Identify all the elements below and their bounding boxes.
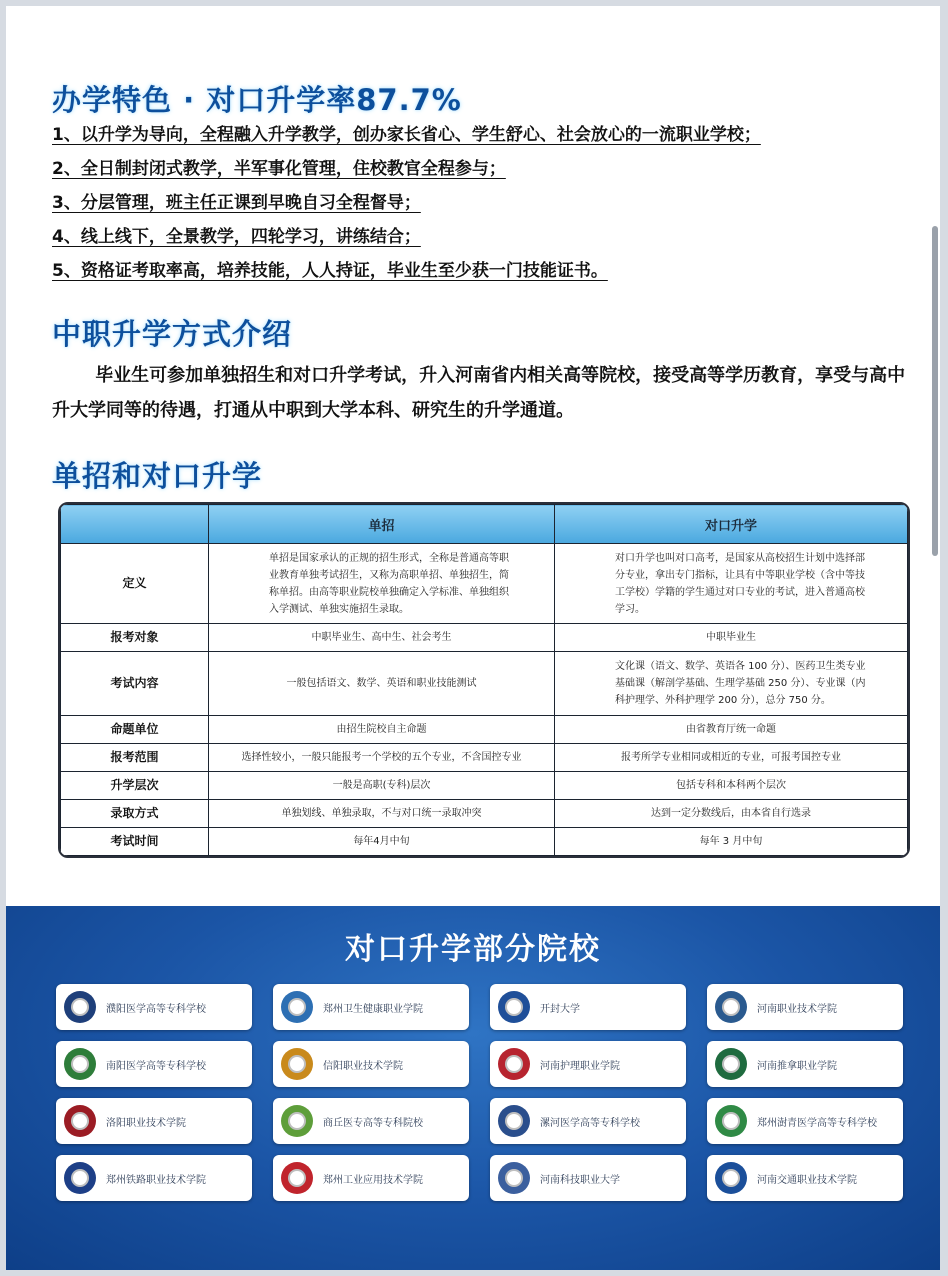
school-emblem-icon <box>281 1048 313 1080</box>
school-emblem-icon <box>498 991 530 1023</box>
cell-danzhao: 一般是高职(专科)层次 <box>209 772 555 800</box>
school-card[interactable] <box>56 1155 252 1201</box>
cell-danzhao: 单独划线、单独录取，不与对口统一录取冲突 <box>209 800 555 828</box>
school-emblem-icon <box>281 991 313 1023</box>
row-label: 录取方式 <box>61 800 209 828</box>
row-label: 命题单位 <box>61 716 209 744</box>
school-name: 漯河医学高等专科学校 <box>540 1117 640 1129</box>
header-duikou: 对口升学 <box>555 505 908 544</box>
cell-danzhao: 由招生院校自主命题 <box>209 716 555 744</box>
school-card[interactable] <box>490 1098 686 1144</box>
table-row <box>61 744 908 772</box>
cell-duikou: 文化课（语文、数学、英语各 100 分）、医药卫生类专业基础课（解剖学基础、生理学基础 250 分）、专业课（内科护理学、外科护理学 200 分），总分 750 分。 <box>555 652 908 716</box>
list-item: 1、以升学为导向，全程融入升学教学，创办家长省心、学生舒心、社会放心的一流职业学校； <box>52 125 761 145</box>
school-name: 郑州工业应用技术学院 <box>323 1174 423 1186</box>
school-card[interactable] <box>490 1041 686 1087</box>
school-emblem-icon <box>715 1105 747 1137</box>
row-label: 考试内容 <box>61 652 209 716</box>
table-row <box>61 772 908 800</box>
cell-danzhao: 每年4月中旬 <box>209 828 555 856</box>
school-card[interactable] <box>707 1041 903 1087</box>
table-row <box>61 624 908 652</box>
cell-duikou: 由省教育厅统一命题 <box>555 716 908 744</box>
school-emblem-icon <box>715 1162 747 1194</box>
school-emblem-icon <box>281 1105 313 1137</box>
school-emblem-icon <box>498 1162 530 1194</box>
school-name: 河南科技职业大学 <box>540 1174 620 1186</box>
school-card[interactable] <box>273 1155 469 1201</box>
pathway-paragraph: 毕业生可参加单独招生和对口升学考试，升入河南省内相关高等院校，接受高等学历教育，享受与高中升大学同等的待遇，打通从中职到大学本科、研究生的升学通道。 <box>52 365 906 421</box>
school-emblem-icon <box>498 1048 530 1080</box>
row-label: 报考对象 <box>61 624 209 652</box>
school-card[interactable] <box>273 984 469 1030</box>
features-heading: 办学特色 · 对口升学率87.7% <box>52 83 462 117</box>
brochure-page <box>6 6 940 1270</box>
list-item: 5、资格证考取率高，培养技能，人人持证，毕业生至少获一门技能证书。 <box>52 261 608 281</box>
school-grid <box>56 984 902 1201</box>
table-row <box>61 716 908 744</box>
school-name: 郑州卫生健康职业学院 <box>323 1003 423 1015</box>
cell-danzhao: 选择性较小，一般只能报考一个学校的五个专业，不含国控专业 <box>209 744 555 772</box>
scrollbar[interactable] <box>932 226 938 556</box>
comparison-heading: 单招和对口升学 <box>52 459 263 493</box>
school-name: 河南推拿职业学院 <box>757 1060 837 1072</box>
table-row <box>61 544 908 624</box>
table-row <box>61 828 908 856</box>
schools-heading: 对口升学部分院校 <box>345 932 601 967</box>
school-emblem-icon <box>64 991 96 1023</box>
table-row <box>61 800 908 828</box>
school-card[interactable] <box>707 984 903 1030</box>
school-card[interactable] <box>56 1098 252 1144</box>
school-name: 开封大学 <box>540 1003 580 1015</box>
school-card[interactable] <box>56 984 252 1030</box>
cell-duikou: 报考所学专业相同或相近的专业，可报考国控专业 <box>555 744 908 772</box>
row-label: 报考范围 <box>61 744 209 772</box>
school-card[interactable] <box>490 984 686 1030</box>
school-name: 郑州澍青医学高等专科学校 <box>757 1117 877 1129</box>
features-list <box>52 118 761 288</box>
school-emblem-icon <box>715 991 747 1023</box>
school-name: 郑州铁路职业技术学院 <box>106 1174 206 1186</box>
cell-duikou: 中职毕业生 <box>555 624 908 652</box>
cell-duikou: 对口升学也叫对口高考，是国家从高校招生计划中选择部分专业，拿出专门指标，让具有中等职业学校（含中等技工学校）学籍的学生通过对口专业的考试，进入普通高校学习。 <box>555 544 908 624</box>
cell-duikou: 包括专科和本科两个层次 <box>555 772 908 800</box>
school-name: 河南护理职业学院 <box>540 1060 620 1072</box>
school-card[interactable] <box>707 1155 903 1201</box>
school-name: 河南职业技术学院 <box>757 1003 837 1015</box>
school-emblem-icon <box>64 1105 96 1137</box>
school-name: 河南交通职业技术学院 <box>757 1174 857 1186</box>
cell-danzhao: 一般包括语文、数学、英语和职业技能测试 <box>209 652 555 716</box>
table-row <box>61 652 908 716</box>
school-card[interactable] <box>707 1098 903 1144</box>
school-emblem-icon <box>281 1162 313 1194</box>
school-card[interactable] <box>273 1098 469 1144</box>
school-name: 商丘医专高等专科院校 <box>323 1117 423 1129</box>
school-name: 洛阳职业技术学院 <box>106 1117 186 1129</box>
comparison-table <box>58 502 910 858</box>
header-danzhao: 单招 <box>209 505 555 544</box>
list-item: 2、全日制封闭式教学，半军事化管理，住校教官全程参与； <box>52 159 506 179</box>
table-header-row <box>61 505 908 544</box>
header-blank <box>61 505 209 544</box>
cell-duikou: 每年 3 月中旬 <box>555 828 908 856</box>
school-card[interactable] <box>56 1041 252 1087</box>
school-emblem-icon <box>64 1162 96 1194</box>
cell-danzhao: 中职毕业生、高中生、社会考生 <box>209 624 555 652</box>
school-name: 濮阳医学高等专科学校 <box>106 1003 206 1015</box>
row-label: 考试时间 <box>61 828 209 856</box>
school-emblem-icon <box>64 1048 96 1080</box>
school-card[interactable] <box>490 1155 686 1201</box>
school-emblem-icon <box>715 1048 747 1080</box>
row-label: 升学层次 <box>61 772 209 800</box>
school-emblem-icon <box>498 1105 530 1137</box>
pathway-heading: 中职升学方式介绍 <box>52 317 293 351</box>
list-item: 3、分层管理，班主任正课到早晚自习全程督导； <box>52 193 421 213</box>
row-label: 定义 <box>61 544 209 624</box>
school-card[interactable] <box>273 1041 469 1087</box>
school-name: 南阳医学高等专科学校 <box>106 1060 206 1072</box>
cell-duikou: 达到一定分数线后，由本省自行选录 <box>555 800 908 828</box>
school-name: 信阳职业技术学院 <box>323 1060 403 1072</box>
cell-danzhao: 单招是国家承认的正规的招生形式，全称是普通高等职业教育单独考试招生，又称为高职单招、单独招生，简称单招。由高等职业院校单独确定入学标准、单独组织入学测试、单独实施招生录取。 <box>209 544 555 624</box>
list-item: 4、线上线下，全景教学，四轮学习，讲练结合； <box>52 227 421 247</box>
